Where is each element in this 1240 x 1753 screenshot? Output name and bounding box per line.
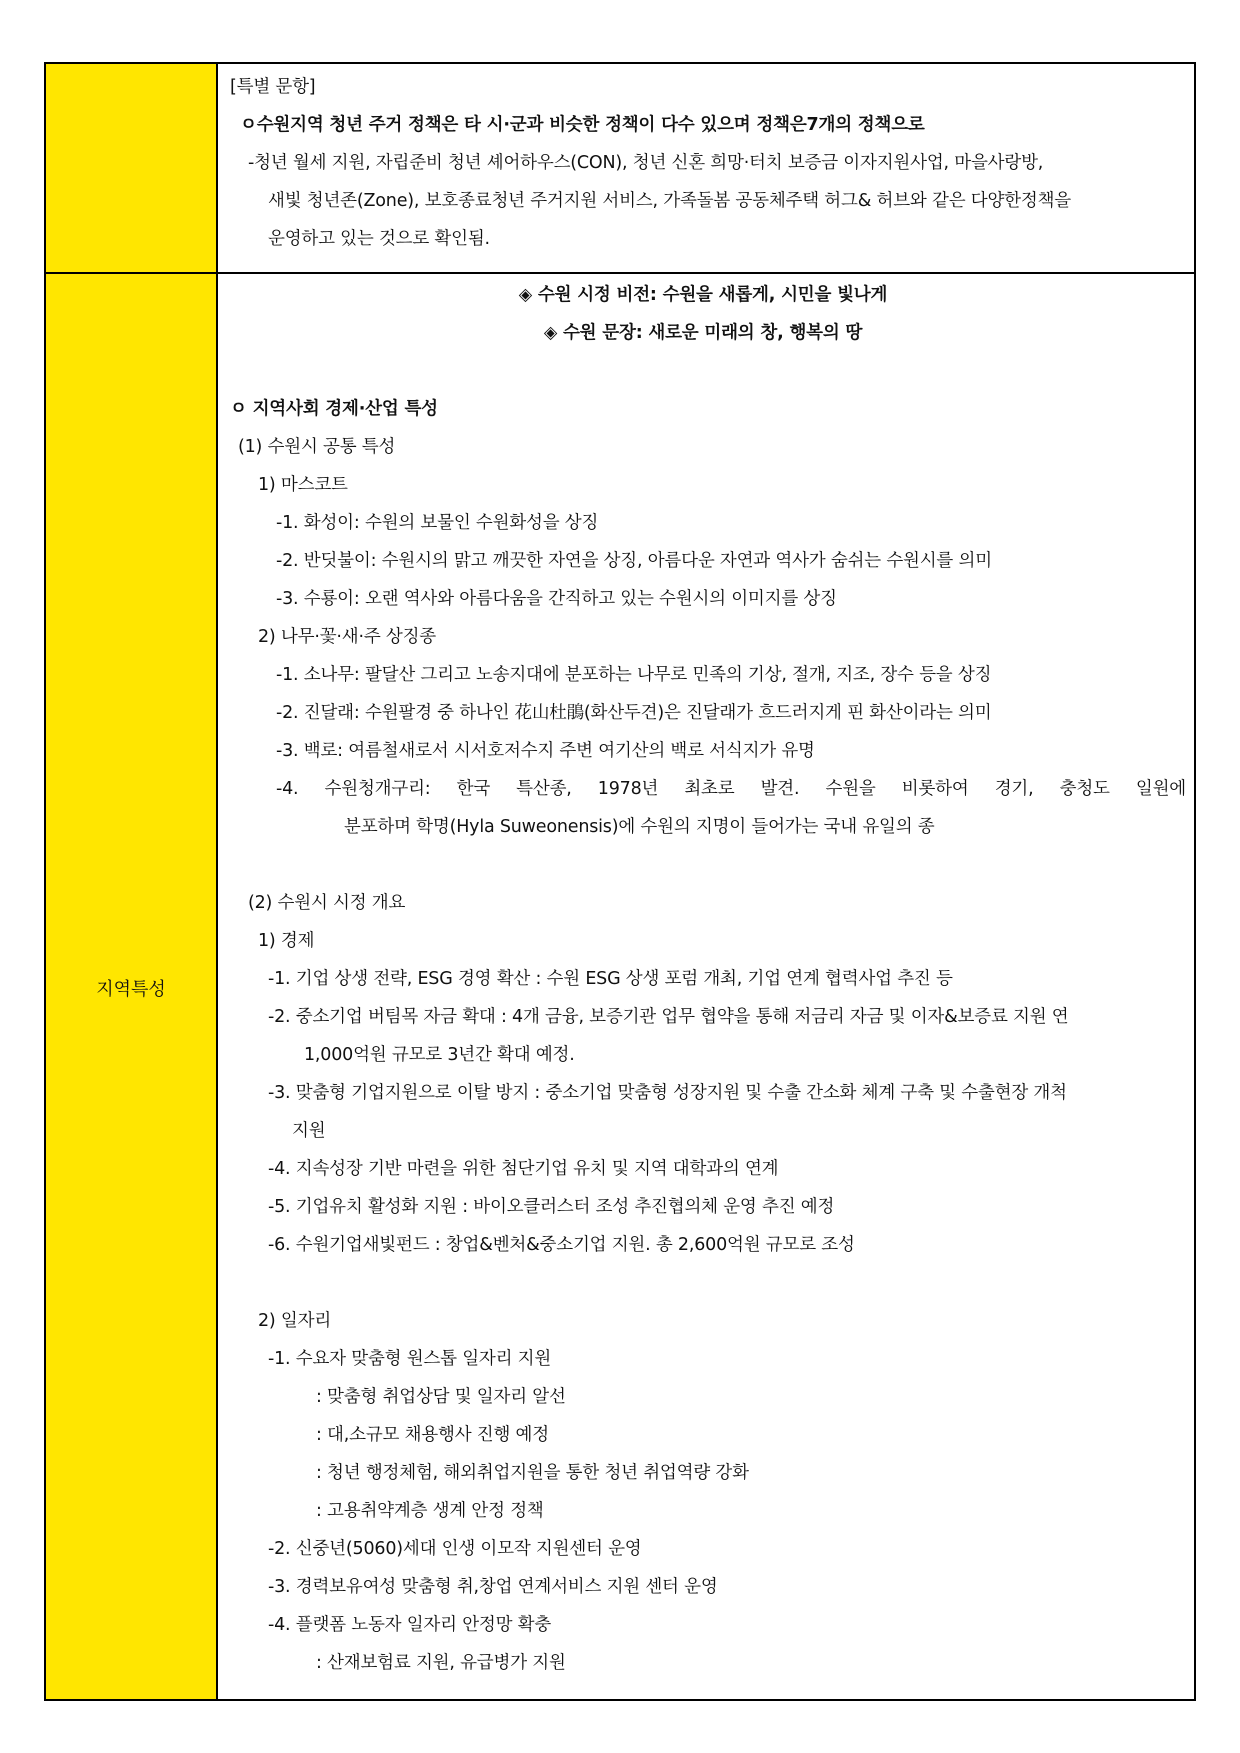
sub-item: : 맞춤형 취업상담 및 일자리 알선 xyxy=(316,1387,566,1407)
list-item: -3. 백로: 여름철새로서 시서호저수지 주변 여기산의 백로 서식지가 유명 xyxy=(276,741,815,761)
sub-item: : 고용취약계층 생계 안정 정책 xyxy=(316,1501,544,1521)
special-lead: ㅇ수원지역 청년 주거 정책은 타 시·군과 비슷한 정책이 다수 있으며 정책은7개의 정책으로 xyxy=(240,115,925,135)
list-item: -5. 기업유치 활성화 지원 : 바이오클러스터 조성 추진협의체 운영 추진 예정 xyxy=(268,1197,835,1217)
list-item: -6. 수원기업새빛펀드 : 창업&벤처&중소기업 지원. 총 2,600억원 규모로 조성 xyxy=(268,1235,855,1255)
list-item: -1. 수요자 맞춤형 원스톱 일자리 지원 xyxy=(268,1349,552,1369)
sub-item: : 청년 행정체험, 해외취업지원을 통한 청년 취업역량 강화 xyxy=(316,1463,749,1483)
region-label: 지역특성 xyxy=(96,979,166,1000)
list-item-continuation: 1,000억원 규모로 3년간 확대 예정. xyxy=(304,1045,575,1065)
list-item-continuation: 분포하며 학명(Hyla Suweonensis)에 수원의 지명이 들어가는 국내 유일의 종 xyxy=(344,817,935,837)
subsection-title: 2) 일자리 xyxy=(258,1311,332,1331)
sub-item: : 산재보험료 지원, 유급병가 지원 xyxy=(316,1653,566,1673)
row-divider xyxy=(46,272,1194,274)
list-item: -4. 지속성장 기반 마련을 위한 첨단기업 유치 및 지역 대학과의 연계 xyxy=(268,1159,779,1179)
list-item: -2. 신중년(5060)세대 인생 이모작 지원센터 운영 xyxy=(268,1539,642,1559)
spacer xyxy=(220,352,1186,390)
emblem-line: ◈ 수원 문장: 새로운 미래의 창, 행복의 땅 xyxy=(543,323,863,343)
region-section xyxy=(220,276,1186,1682)
subsection-title: 1) 마스코트 xyxy=(258,475,348,495)
list-item: -4. 수원청개구리: 한국 특산종, 1978년 최초로 발견. 수원을 비롯하여 경기, 충청도 일원에 xyxy=(276,779,1186,799)
list-item: -1. 화성이: 수원의 보물인 수원화성을 상징 xyxy=(276,513,599,533)
list-item: -2. 중소기업 버팀목 자금 확대 : 4개 금융, 보증기관 업무 협약을 통해 저금리 자금 및 이자&보증료 지원 연 xyxy=(268,1007,1069,1027)
list-item: -3. 경력보유여성 맞춤형 취,창업 연계서비스 지원 센터 운영 xyxy=(268,1577,718,1597)
list-item: -4. 플랫폼 노동자 일자리 안정망 확충 xyxy=(268,1615,552,1635)
list-item-continuation: 지원 xyxy=(292,1121,326,1141)
special-line: 새빛 청년존(Zone), 보호종료청년 주거지원 서비스, 가족돌봄 공동체주택 허그& 허브와 같은 다양한정책을 xyxy=(268,191,1072,211)
section-title: (2) 수원시 시정 개요 xyxy=(248,893,406,913)
special-section xyxy=(220,68,1186,258)
list-item: -1. 기업 상생 전략, ESG 경영 확산 : 수원 ESG 상생 포럼 개최, 기업 연계 협력사업 추진 등 xyxy=(268,969,953,989)
section-title: (1) 수원시 공통 특성 xyxy=(238,437,396,457)
list-item: -3. 수룡이: 오랜 역사와 아름다움을 간직하고 있는 수원시의 이미지를 상징 xyxy=(276,589,837,609)
list-item: -2. 반딧불이: 수원시의 맑고 깨끗한 자연을 상징, 아름다운 자연과 역사가 숨쉬는 수원시를 의미 xyxy=(276,551,992,571)
special-title: [특별 문항] xyxy=(230,77,316,97)
list-item: -2. 진달래: 수원팔경 중 하나인 花山杜鵑(화산두견)은 진달래가 흐드러지게 핀 화산이라는 의미 xyxy=(276,703,992,723)
vision-line: ◈ 수원 시정 비전: 수원을 새롭게, 시민을 빛나게 xyxy=(518,285,888,305)
subsection-title: 1) 경제 xyxy=(258,931,315,951)
region-heading: ㅇ 지역사회 경제·산업 특성 xyxy=(230,399,438,419)
list-item: -1. 소나무: 팔달산 그리고 노송지대에 분포하는 나무로 민족의 기상, 절개, 지조, 장수 등을 상징 xyxy=(276,665,992,685)
subsection-title: 2) 나무·꽃·새·주 상징종 xyxy=(258,627,437,647)
special-line: -청년 월세 지원, 자립준비 청년 셰어하우스(CON), 청년 신혼 희망·터치 보증금 이자지원사업, 마을사랑방, xyxy=(248,153,1044,173)
special-line: 운영하고 있는 것으로 확인됨. xyxy=(268,229,490,249)
spacer xyxy=(220,846,1186,884)
list-item: -3. 맞춤형 기업지원으로 이탈 방지 : 중소기업 맞춤형 성장지원 및 수출 간소화 체계 구축 및 수출현장 개척 xyxy=(268,1083,1067,1103)
sub-item: : 대,소규모 채용행사 진행 예정 xyxy=(316,1425,549,1445)
document-table xyxy=(44,62,1196,1701)
label-column xyxy=(46,64,218,1699)
spacer xyxy=(220,1264,1186,1302)
